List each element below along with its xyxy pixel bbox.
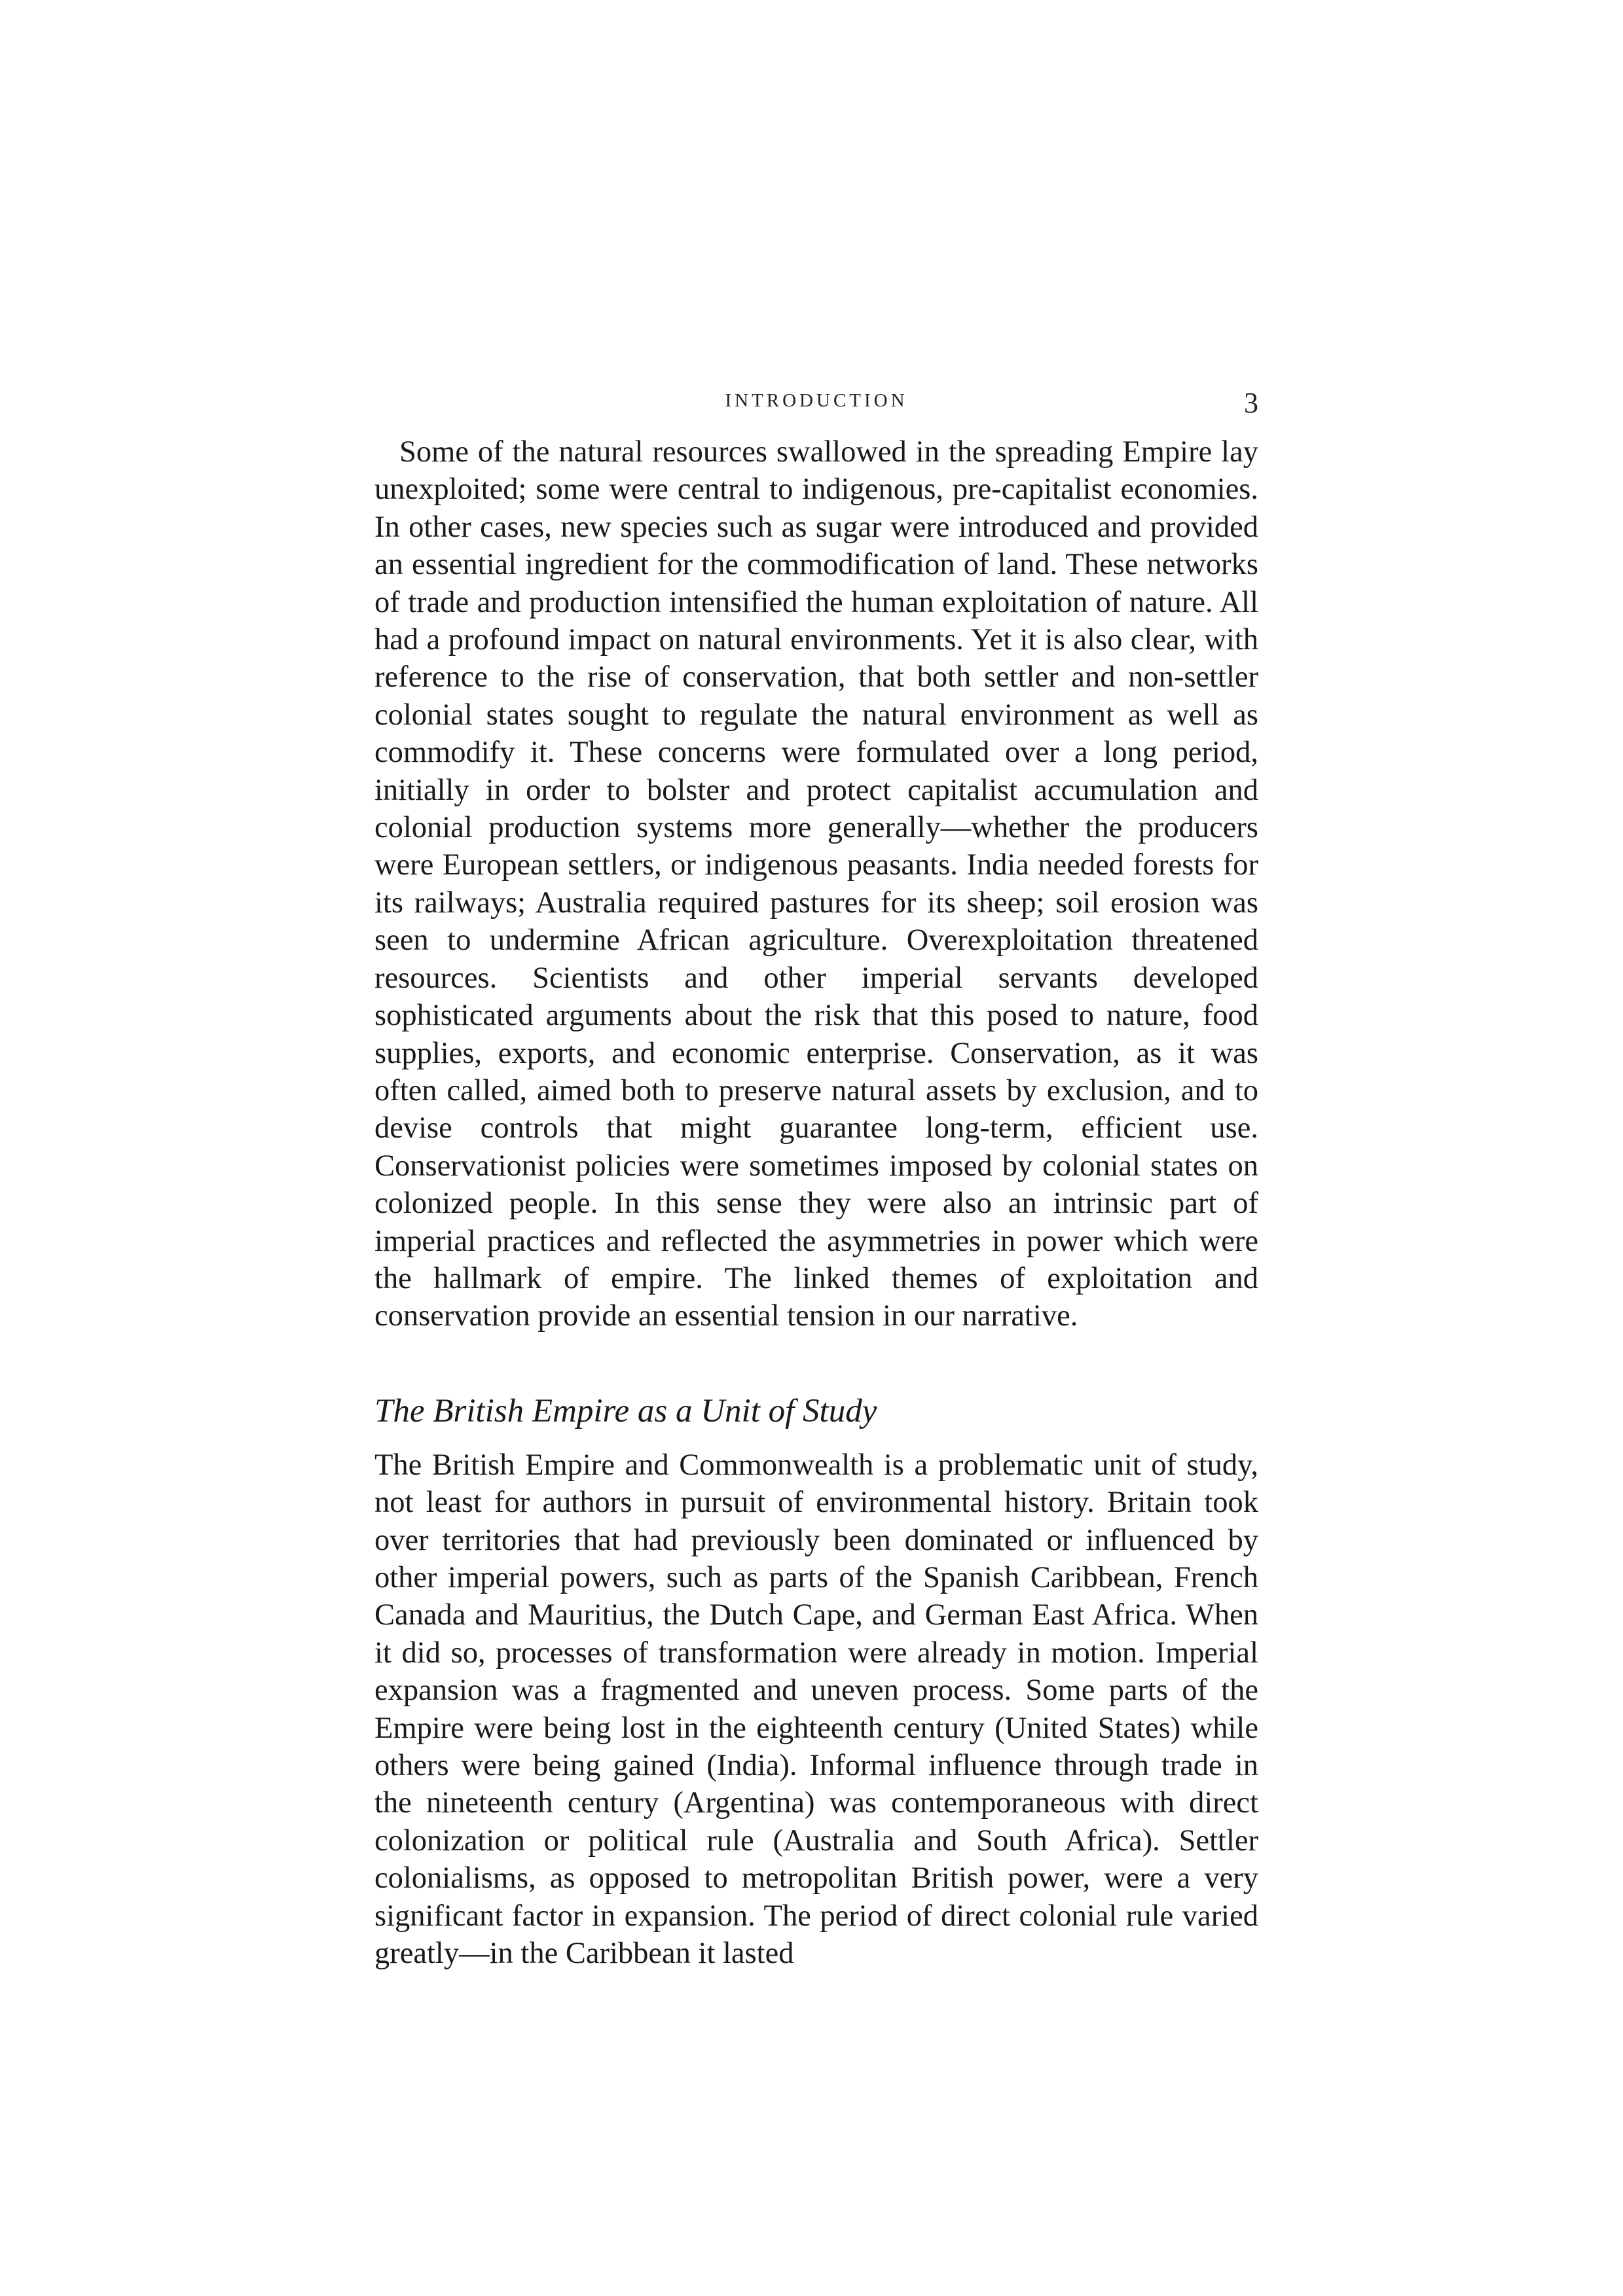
main-text [374,433,1258,1972]
page-number: 3 [1244,387,1258,419]
running-head [374,386,1258,425]
running-head-title: INTRODUCTION [725,390,908,411]
paragraph-unit-of-study: The British Empire and Commonwealth is a problematic unit of study, not least for authors in pursuit of environmental history. Britain took over territories that had previously been dominated or influenced by other imperial powers, such as parts of the Spanish Caribbean, French Canada and Mauritius, the Dutch Cape, and German East Africa. When it did so, processes of transformation were already in motion. Imperial expansion was a fragmented and uneven process. Some parts of the Empire were being lost in the eighteenth century (United States) while others were being gained (India). Informal influence through trade in the nineteenth century (Argentina) was contemporaneous with direct colonization or political rule (Australia and South Africa). Settler colonialisms, as opposed to metropolitan British power, were a very significant factor in expansion. The period of direct colonial rule varied greatly—in the Caribbean it lasted [374,1448,1258,1971]
paragraph-exploitation-conservation: Some of the natural resources swallowed in the spreading Empire lay unexploited; some were central to indigenous, pre-capitalist economies. In other cases, new species such as sugar were introduced and provided an essential ingredient for the commodification of land. These networks of trade and production intensified the human exploitation of nature. All had a profound impact on natural environments. Yet it is also clear, with reference to the rise of conservation, that both settler and non-settler colonial states sought to regulate the natural environment as well as commodify it. These concerns were formulated over a long period, initially in order to bolster and protect capitalist accumulation and colonial production systems more generally—whether the producers were European settlers, or indigenous peasants. India needed forests for its railways; Australia required pastures for its sheep; soil erosion was seen to undermine African agriculture. Overexploitation threatened resources. Scientists and other imperial servants developed sophisticated arguments about the risk that this posed to nature, food supplies, exports, and economic enterprise. Conservation, as it was often called, aimed both to preserve natural assets by exclusion, and to devise controls that might guarantee long-term, efficient use. Conservationist policies were sometimes imposed by colonial states on colonized people. In this sense they were also an intrinsic part of imperial practices and reflected the asymmetries in power which were the hallmark of empire. The linked themes of exploitation and conservation provide an essential tension in our narrative. [374,435,1258,1333]
section-heading: The British Empire as a Unit of Study [374,1392,877,1429]
